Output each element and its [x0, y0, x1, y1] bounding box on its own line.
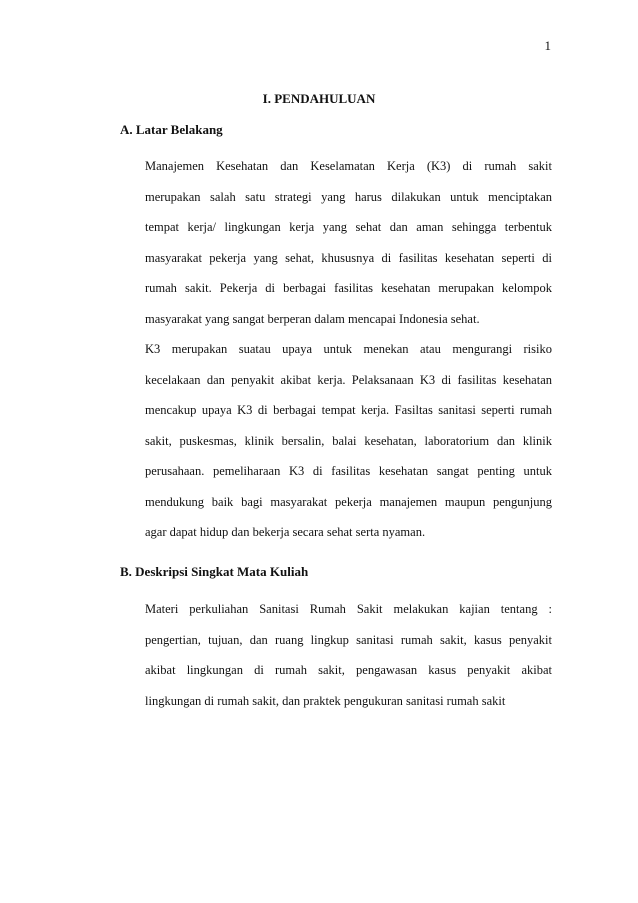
text-line: akibat lingkungan di rumah sakit, pengawasan kasus penyakit akibat: [145, 663, 552, 677]
text-line: Manajemen Kesehatan dan Keselamatan Kerja (K3) di rumah sakit: [145, 159, 552, 173]
text-line: Materi perkuliahan Sanitasi Rumah Sakit melakukan kajian tentang :: [145, 602, 552, 616]
text-line: agar dapat hidup dan bekerja secara sehat serta nyaman.: [145, 525, 426, 539]
chapter-title: I. PENDAHULUAN: [262, 91, 376, 106]
paragraph: [145, 151, 552, 334]
text-line: K3 merupakan suatau upaya untuk menekan atau mengurangi risiko: [145, 342, 552, 356]
text-line: masyarakat yang sangat berperan dalam mencapai Indonesia sehat.: [145, 311, 480, 326]
text-line: perusahaan. pemeliharaan K3 di fasilitas kesehatan sangat penting untuk: [145, 464, 552, 478]
section-heading: B. Deskripsi Singkat Mata Kuliah: [120, 564, 309, 579]
text-line: mencakup upaya K3 di berbagai tempat kerja. Fasiltas sanitasi seperti rumah: [145, 403, 552, 417]
text-line: kecelakaan dan penyakit akibat kerja. Pelaksanaan K3 di fasilitas kesehatan: [145, 372, 552, 387]
paragraph: [145, 334, 552, 548]
text-line: lingkungan di rumah sakit, dan praktek pengukuran sanitasi rumah sakit: [145, 693, 506, 708]
section-heading: A. Latar Belakang: [120, 122, 223, 137]
paragraph: [145, 594, 552, 716]
text-line: masyarakat pekerja yang sehat, khususnya di fasilitas kesehatan seperti di: [145, 250, 552, 265]
section-latar-belakang: [120, 116, 552, 548]
text-line: merupakan salah satu strategi yang harus dilakukan untuk menciptakan: [145, 189, 552, 204]
text-line: sakit, puskesmas, klinik bersalin, balai kesehatan, laboratorium dan klinik: [145, 433, 552, 448]
section-deskripsi-singkat: [120, 558, 552, 716]
text-line: mendukung baik bagi masyarakat pekerja manajemen maupun pengunjung: [145, 494, 552, 509]
text-line: tempat kerja/ lingkungan kerja yang sehat dan aman sehingga terbentuk: [145, 220, 552, 234]
page-number: 1: [544, 38, 551, 53]
text-line: rumah sakit. Pekerja di berbagai fasilitas kesehatan merupakan kelompok: [145, 281, 552, 295]
text-line: pengertian, tujuan, dan ruang lingkup sanitasi rumah sakit, kasus penyakit: [145, 632, 552, 647]
